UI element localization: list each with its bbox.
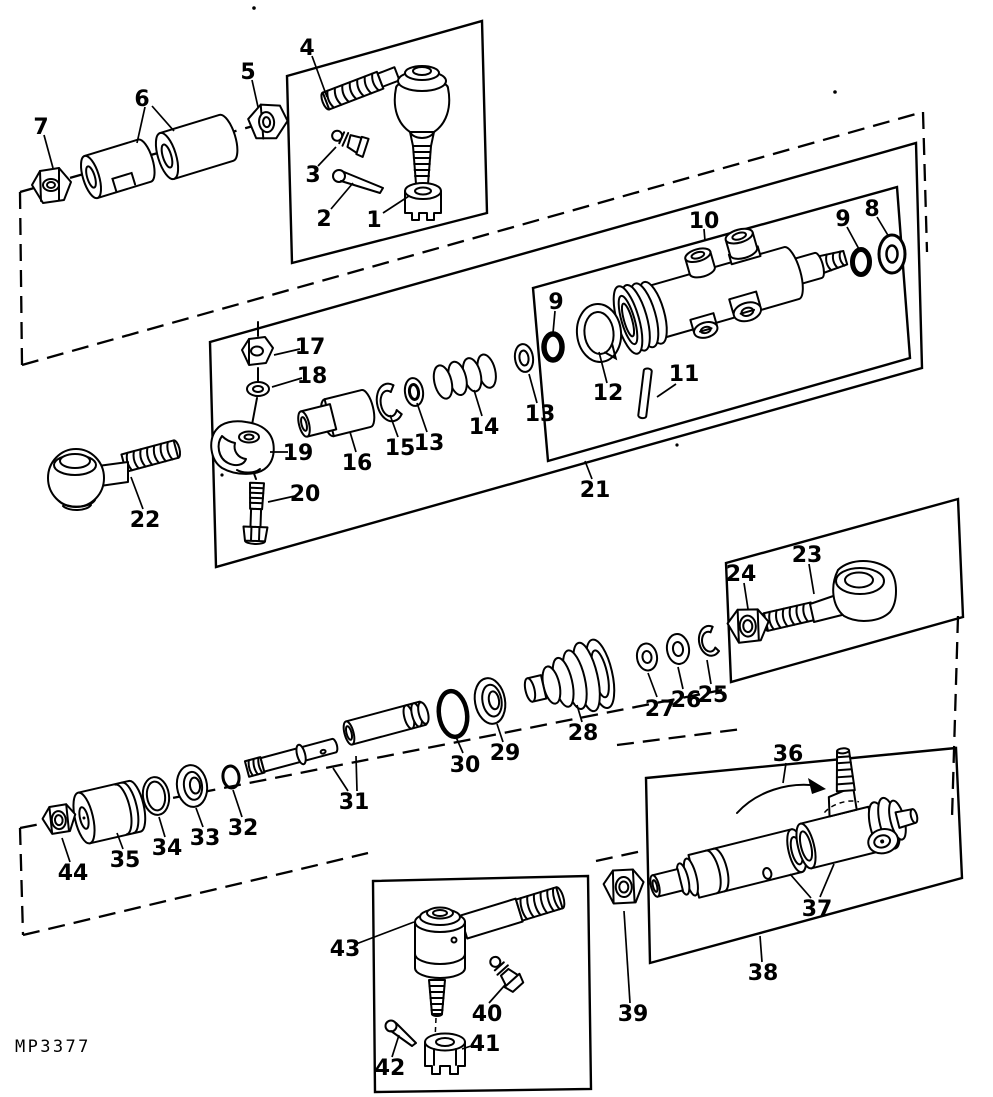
part-31-tube <box>342 700 431 745</box>
detail-boxes <box>210 21 963 1092</box>
leader-line-23 <box>809 564 814 594</box>
callout-34: 34 <box>151 836 183 861</box>
leader-line-27 <box>648 673 657 697</box>
part-35-piston <box>69 779 149 845</box>
part-20-bolt <box>243 483 269 545</box>
leader-line-30 <box>456 737 463 753</box>
part-44-nut <box>41 803 77 834</box>
part-6-sleeve-small <box>77 137 159 200</box>
callout-15: 15 <box>384 436 416 461</box>
part-29-seal <box>471 676 509 727</box>
callout-20: 20 <box>289 482 321 507</box>
part-13-washer <box>403 377 425 407</box>
callout-42: 42 <box>374 1056 406 1081</box>
callout-9a: 9 <box>835 207 851 232</box>
callout-9b: 9 <box>548 290 564 315</box>
part-9-o-ring <box>853 250 870 275</box>
leader-line-32 <box>233 790 242 817</box>
part-9-o-ring <box>544 334 562 360</box>
callout-13a: 13 <box>413 431 445 456</box>
leader-line-31 <box>333 768 348 791</box>
callout-26: 26 <box>670 688 702 713</box>
part-13-washer <box>513 343 535 373</box>
leader-line-29 <box>497 724 503 742</box>
part-18-washer <box>247 382 269 396</box>
leader-line-13b <box>529 374 537 403</box>
part-27-washer <box>635 642 659 672</box>
callout-4: 4 <box>299 36 315 61</box>
leader-line-2 <box>331 183 353 209</box>
leader-line-33 <box>196 808 203 827</box>
callout-28: 28 <box>567 721 599 746</box>
filler-cap <box>723 226 761 265</box>
callout-1: 1 <box>366 208 382 233</box>
leader-line-31 <box>356 756 357 791</box>
part-23-ball-joint <box>761 561 896 631</box>
leader-line-21 <box>585 461 592 479</box>
callout-16: 16 <box>341 451 373 476</box>
part-1-castle-nut <box>405 183 441 220</box>
callout-21: 21 <box>579 478 611 503</box>
callout-22: 22 <box>129 508 161 533</box>
callout-23: 23 <box>791 543 823 568</box>
part-25-snap-ring <box>697 625 720 658</box>
callout-17: 17 <box>294 335 326 360</box>
callout-37: 37 <box>801 897 833 922</box>
callout-31: 31 <box>338 790 370 815</box>
callout-11: 11 <box>668 362 700 387</box>
leader-line-22 <box>131 477 143 509</box>
leader-line-6 <box>152 106 174 131</box>
leader-line-25 <box>707 660 711 684</box>
leader-line-40 <box>489 985 505 1003</box>
part-4-tie-rod-end <box>320 65 450 186</box>
part-19-clevis <box>211 421 274 474</box>
callout-36: 36 <box>772 742 804 767</box>
part-10-master-cylinder <box>602 203 856 360</box>
callout-6: 6 <box>134 87 150 112</box>
callout-44: 44 <box>57 861 89 886</box>
part-30-o-ring <box>436 689 470 738</box>
leader-line-38 <box>760 936 762 962</box>
part-22-tie-rod-end <box>48 440 182 510</box>
callout-24: 24 <box>725 562 757 587</box>
part-42-cotter-pin <box>386 1021 417 1047</box>
part-16-piston <box>295 388 378 443</box>
callout-29: 29 <box>489 741 521 766</box>
callout-35: 35 <box>109 848 141 873</box>
leader-line-4 <box>312 56 327 97</box>
callout-38: 38 <box>747 961 779 986</box>
leader-line-26 <box>678 667 683 689</box>
callout-5: 5 <box>240 60 256 85</box>
part-41-castle-nut <box>425 1034 465 1075</box>
callout-13b: 13 <box>524 402 556 427</box>
part-2-cotter-pin <box>333 170 383 193</box>
callout-39: 39 <box>617 1002 649 1027</box>
part-5-hex-nut <box>247 102 289 141</box>
leader-line-14 <box>474 390 482 416</box>
part-3-grease-fitting <box>329 125 371 157</box>
part-31-push-rod <box>244 735 339 778</box>
part-37-cylinder-left <box>646 827 810 908</box>
part-28-boot <box>518 637 620 725</box>
callout-14: 14 <box>468 415 500 440</box>
callout-43: 43 <box>329 937 361 962</box>
leader-line-44 <box>62 838 70 862</box>
leader-line-37 <box>820 864 834 897</box>
leader-line-34 <box>159 817 165 837</box>
callout-30: 30 <box>449 753 481 778</box>
part-26-washer <box>665 633 691 666</box>
callout-10: 10 <box>688 209 720 234</box>
rotation-arrow-36 <box>737 778 826 813</box>
callout-8: 8 <box>864 197 880 222</box>
callout-25: 25 <box>697 683 729 708</box>
part-33-seal <box>174 763 210 809</box>
part-14-spring <box>431 353 499 401</box>
leader-line-6 <box>137 107 145 143</box>
leader-line-3 <box>318 147 336 166</box>
callout-18: 18 <box>296 364 328 389</box>
leader-line-39 <box>624 911 630 1003</box>
leader-line-42 <box>392 1035 399 1057</box>
part-11-pin <box>638 368 652 419</box>
callout-33: 33 <box>189 826 221 851</box>
callout-7: 7 <box>33 115 49 140</box>
part-6-sleeve-large <box>151 112 242 181</box>
callout-27: 27 <box>644 697 676 722</box>
callout-2: 2 <box>316 207 332 232</box>
callout-40: 40 <box>471 1002 503 1027</box>
leader-line-16 <box>350 432 356 452</box>
part-7-jam-nut <box>32 168 71 203</box>
part-17-hex-nut <box>242 337 273 365</box>
leader-line-43 <box>356 922 414 944</box>
callout-32: 32 <box>227 816 259 841</box>
callout-19: 19 <box>282 441 314 466</box>
callout-12: 12 <box>592 381 624 406</box>
part-8-washer <box>879 235 905 273</box>
leader-line-15 <box>390 415 398 437</box>
callout-3: 3 <box>305 163 321 188</box>
part-40-grease-fitting <box>485 951 526 993</box>
leader-line-13a <box>417 403 427 432</box>
leader-line-37 <box>790 874 811 898</box>
figure-code: MP3377 <box>15 1037 91 1057</box>
callout-41: 41 <box>469 1032 501 1057</box>
part-39-hex-nut <box>603 869 645 904</box>
part-15-snap-ring <box>373 382 402 424</box>
